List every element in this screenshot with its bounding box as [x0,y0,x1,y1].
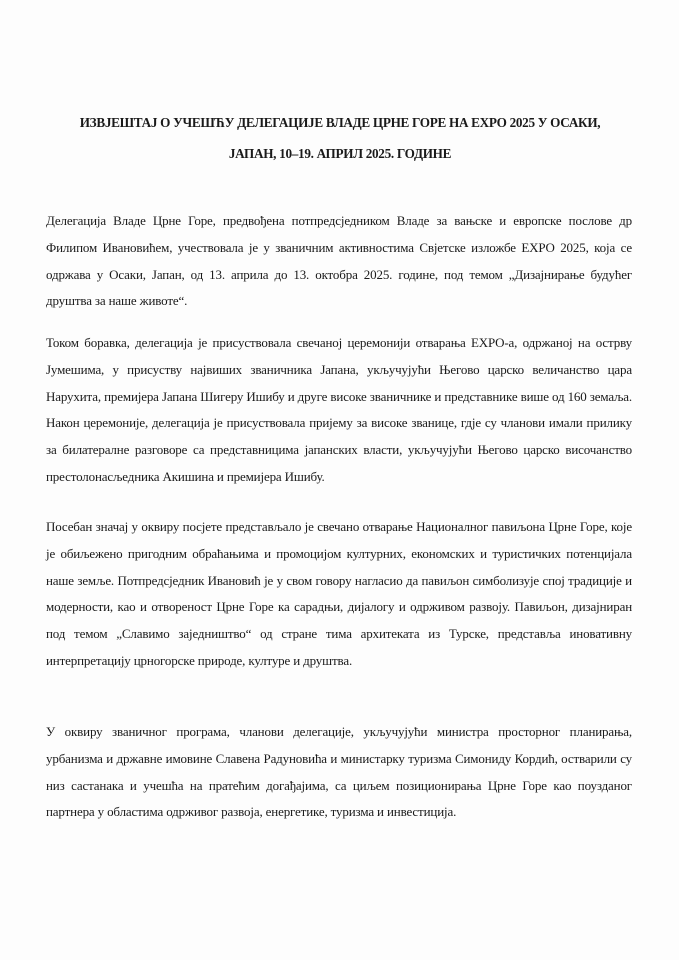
document-title-line-2: ЈАПАН, 10–19. АПРИЛ 2025. ГОДИНЕ [228,146,452,161]
paragraph-opening-ceremony: Током боравка, делегација је присуствовала свечаној церемонији отварања EXPO-а, одржаној на острву Јумешима, у присуству највиших званичника Јапана, укључујући Његово царско величанство цара Нарухита, премијера Јапана Шигеру Ишибу и друге високе званичнике и представнике више од 160 земаља. Након церемоније, делегација је присуствовала пријему за високе званице, гдје су чланови имали прилику за билатералне разговоре са представницима јапанских власти, укључујући Његово царско височанство престолонасљедника Акишина и премијера Ишибу. [46,335,632,484]
paragraph-national-pavilion: Посебан значај у оквиру посјете представљало је свечано отварање Националног павиљона Црне Горе, које је обиљежено пригодним обраћањима и промоцијом културних, економских и туристичких потенцијала наше земље. Потпредсједник Ивановић је у свом говору нагласио да павиљон симболизује спој традиције и модерности, као и отвореност Црне Горе ка сарадњи, дијалогу и одрживом развоју. Павиљон, дизајниран под темом „Славимо заједништво“ од стране тима архитеката из Турске, представља иновативну интерпретацију црногорске природе, културе и друштва. [46,519,632,668]
document-title-line-1: ИЗВЈЕШТАЈ О УЧЕШЋУ ДЕЛЕГАЦИЈЕ ВЛАДЕ ЦРНЕ ГОРЕ НА EXPO 2025 У ОСАКИ, [79,115,601,130]
paragraph-official-program: У оквиру званичног програма, чланови делегације, укључујући министра просторног планирања, урбанизма и државне имовине Славена Радуновића и министарку туризма Симониду Кордић, остварили су низ састанака и учешћа на пратећим догађајима, са циљем позиционирања Црне Горе као поузданог партнера у областима одрживог развоја, енергетике, туризма и инвестиција. [46,724,632,820]
paragraph-delegation-intro: Делегација Владе Црне Горе, предвођена потпредсједником Владе за вањске и европске послове др Филипом Ивановићем, учествовала је у званичним активностима Свјетске изложбе EXPO 2025, која се одржава у Осаки, Јапан, од 13. априла до 13. октобра 2025. године, под темом „Дизајнирање будућег друштва за наше животе“. [46,213,632,309]
